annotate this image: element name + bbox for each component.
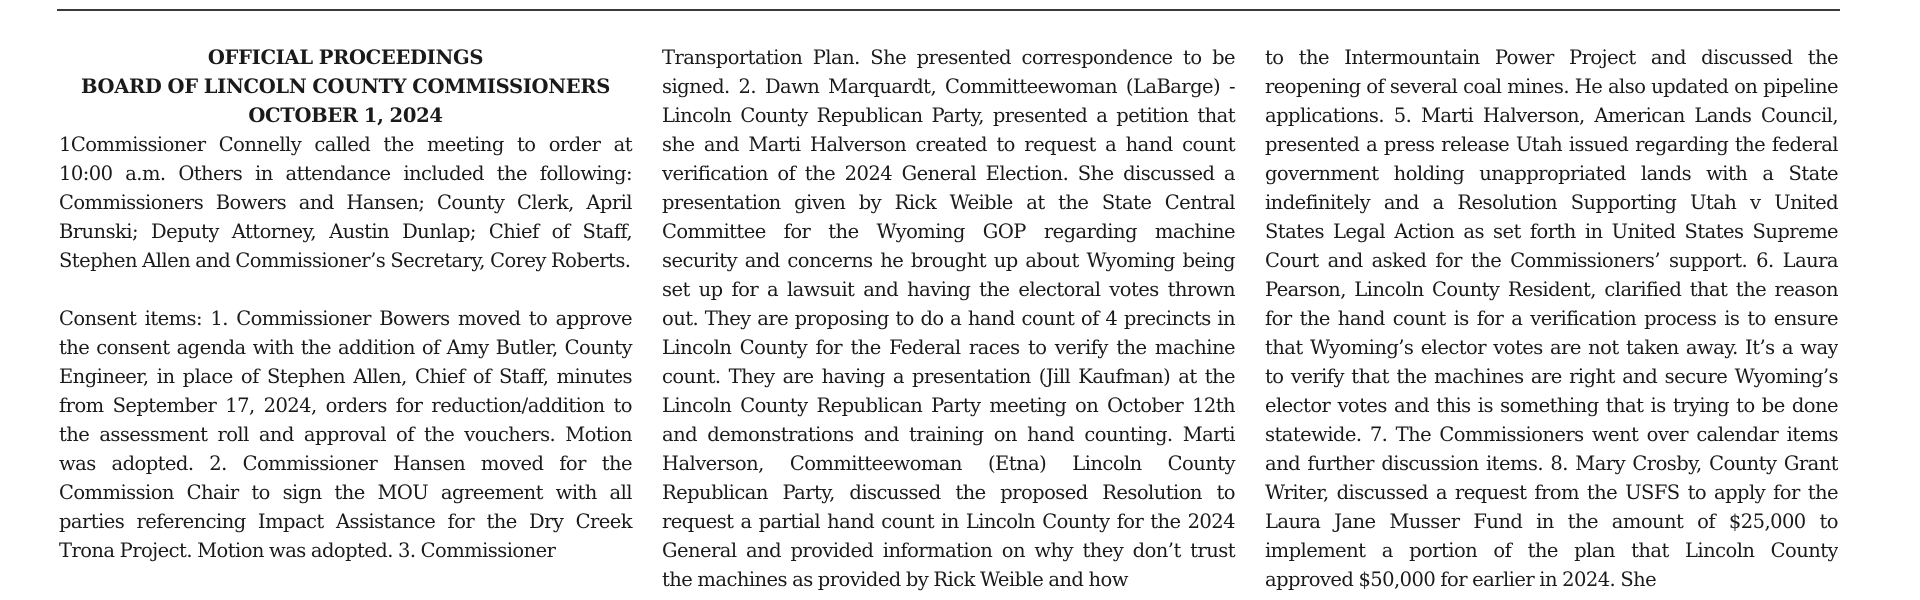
column-2 bbox=[662, 43, 1235, 600]
heading-board: BOARD OF LINCOLN COUNTY COMMISSIONERS bbox=[80, 75, 611, 98]
column-1 bbox=[59, 43, 632, 600]
column-3 bbox=[1265, 43, 1838, 600]
paragraph-consent-items: Consent items: 1. Commissioner Bowers moved to approve the consent agenda with the addition of Amy Butler, County Engineer, in place of Stephen Allen, Chief of Staff, minutes from September 17, 2024, orders for reduction/addition to the assessment roll and approval of the vouchers. Motion was adopted. 2. Commissioner Hansen moved for the Commission Chair to sign the MOU agreement with all parties referencing Impact Assistance for the Dry Creek Trona Project. Motion was adopted. 3. Commissioner bbox=[59, 307, 632, 562]
top-rule bbox=[57, 9, 1840, 11]
paragraph-discussion-items: to the Intermountain Power Project and discussed the reopening of several coal mines. He also updated on pipeline applications. 5. Marti Halverson, American Lands Council, presented a press release Utah issued regarding the federal government holding unappropriated lands with a State indefinitely and a Resolution Supporting Utah v United States Legal Action as set forth in United States Supreme Court and asked for the Commissioners’ support. 6. Laura Pearson, Lincoln County Resident, clarified that the reason for the hand count is for a verification process is to ensure that Wyoming’s elector votes are not taken away. It’s a way to verify that the machines are right and secure Wyoming’s elector votes and this is something that is trying to be done statewide. 7. The Commissioners went over calendar items and further discussion items. 8. Mary Crosby, County Grant Writer, discussed a request from the USFS to apply for the Laura Jane Musser Fund in the amount of $25,000 to implement a portion of the plan that Lincoln County approved $50,000 for earlier in 2024. She bbox=[1265, 46, 1838, 591]
paragraph-call-to-order: 1Commissioner Connelly called the meeting to order at 10:00 a.m. Others in attendance included the following: Commissioners Bowers and Hansen; County Clerk, April Brunski; Deputy Attorney, Austin Dunlap; Chief of Staff, Stephen Allen and Commissioner’s Secretary, Corey Roberts. bbox=[59, 133, 632, 272]
paragraph-gap bbox=[59, 275, 632, 304]
newspaper-page bbox=[59, 43, 1838, 600]
heading-title: OFFICIAL PROCEEDINGS bbox=[207, 46, 484, 69]
paragraph-hand-count-petition: Transportation Plan. She presented correspondence to be signed. 2. Dawn Marquardt, Committeewoman (LaBarge) -Lincoln County Republican Party, presented a petition that she and Marti Halverson created to request a hand count verification of the 2024 General Election. She discussed a presentation given by Rick Weible at the State Central Committee for the Wyoming GOP regarding machine security and concerns he brought up about Wyoming being set up for a lawsuit and having the electoral votes thrown out. They are proposing to do a hand count of 4 precincts in Lincoln County for the Federal races to verify the machine count. They are having a presentation (Jill Kaufman) at the Lincoln County Republican Party meeting on October 12th and demonstrations and training on hand counting. Marti Halverson, Committeewoman (Etna) Lincoln County Republican Party, discussed the proposed Resolution to request a partial hand count in Lincoln County for the 2024 General and provided information on why they don’t trust the machines as provided by Rick Weible and how bbox=[662, 46, 1235, 591]
heading-date: OCTOBER 1, 2024 bbox=[248, 104, 443, 127]
